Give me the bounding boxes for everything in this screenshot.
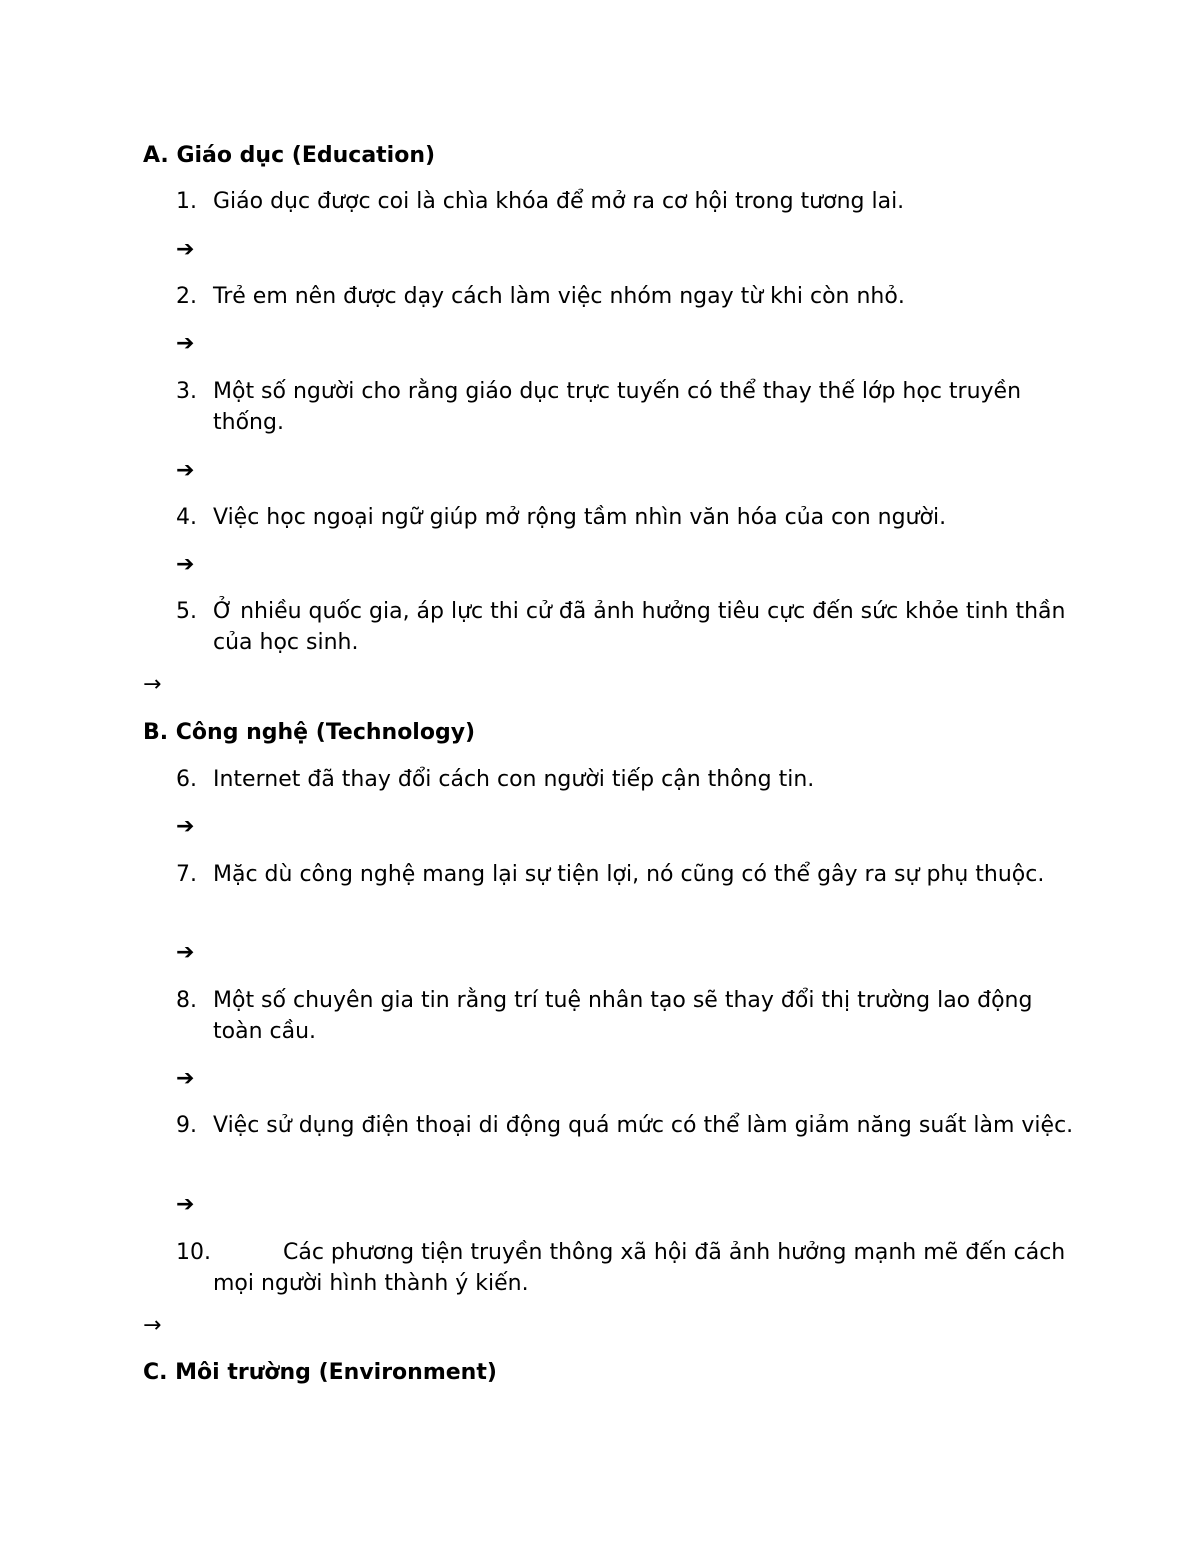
item-text: Một số chuyên gia tin rằng trí tuệ nhân tạo sẽ thay đổi thị trường lao động toàn cầu. bbox=[213, 988, 1033, 1044]
item-text: Internet đã thay đổi cách con người tiếp cận thông tin. bbox=[213, 767, 815, 792]
list-item-10 bbox=[176, 1237, 1076, 1299]
list-item-2 bbox=[176, 281, 1076, 312]
answer-arrow-3: ➔ bbox=[176, 458, 195, 483]
item-text: Ở nhiều quốc gia, áp lực thi cử đã ảnh hưởng tiêu cực đến sức khỏe tinh thần của học sinh. bbox=[213, 599, 1066, 655]
answer-arrow-1: ➔ bbox=[176, 237, 195, 262]
item-text: Giáo dục được coi là chìa khóa để mở ra cơ hội trong tương lai. bbox=[213, 189, 905, 214]
item-number: 2. bbox=[176, 284, 197, 309]
item-text: Việc học ngoại ngữ giúp mở rộng tầm nhìn văn hóa của con người. bbox=[213, 505, 947, 530]
answer-arrow-6: ➔ bbox=[176, 814, 195, 839]
list-item-1 bbox=[176, 186, 1076, 217]
item-number: 4. bbox=[176, 505, 197, 530]
item-text: Việc sử dụng điện thoại di động quá mức có thể làm giảm năng suất làm việc. bbox=[213, 1113, 1074, 1138]
answer-arrow-9: ➔ bbox=[176, 1192, 195, 1217]
item-number: 7. bbox=[176, 862, 197, 887]
section-heading-education: A. Giáo dục (Education) bbox=[143, 143, 436, 168]
item-number: 10. bbox=[176, 1240, 211, 1265]
item-text: Trẻ em nên được dạy cách làm việc nhóm ngay từ khi còn nhỏ. bbox=[213, 284, 905, 309]
item-number: 8. bbox=[176, 988, 197, 1013]
item-number: 5. bbox=[176, 599, 197, 624]
list-item-4 bbox=[176, 502, 1076, 533]
answer-arrow-2: ➔ bbox=[176, 331, 195, 356]
answer-arrow-8: ➔ bbox=[176, 1066, 195, 1091]
answer-arrow-5: → bbox=[143, 672, 162, 697]
item-number: 9. bbox=[176, 1113, 197, 1138]
list-item-5 bbox=[176, 596, 1076, 658]
item-number: 1. bbox=[176, 189, 197, 214]
item-number: 3. bbox=[176, 379, 197, 404]
item-text: Các phương tiện truyền thông xã hội đã ảnh hưởng mạnh mẽ đến cách mọi người hình thành ý kiến. bbox=[213, 1240, 1066, 1296]
section-heading-environment: C. Môi trường (Environment) bbox=[143, 1360, 497, 1385]
list-item-9 bbox=[176, 1110, 1076, 1141]
item-text: Mặc dù công nghệ mang lại sự tiện lợi, nó cũng có thể gây ra sự phụ thuộc. bbox=[213, 862, 1045, 887]
answer-arrow-10: → bbox=[143, 1313, 162, 1338]
list-item-7 bbox=[176, 859, 1076, 890]
list-item-6 bbox=[176, 764, 1076, 795]
list-item-3 bbox=[176, 376, 1076, 438]
answer-arrow-4: ➔ bbox=[176, 552, 195, 577]
item-text: Một số người cho rằng giáo dục trực tuyến có thể thay thế lớp học truyền thống. bbox=[213, 379, 1022, 435]
item-number: 6. bbox=[176, 767, 197, 792]
section-heading-technology: B. Công nghệ (Technology) bbox=[143, 720, 476, 745]
list-item-8 bbox=[176, 985, 1076, 1047]
answer-arrow-7: ➔ bbox=[176, 940, 195, 965]
